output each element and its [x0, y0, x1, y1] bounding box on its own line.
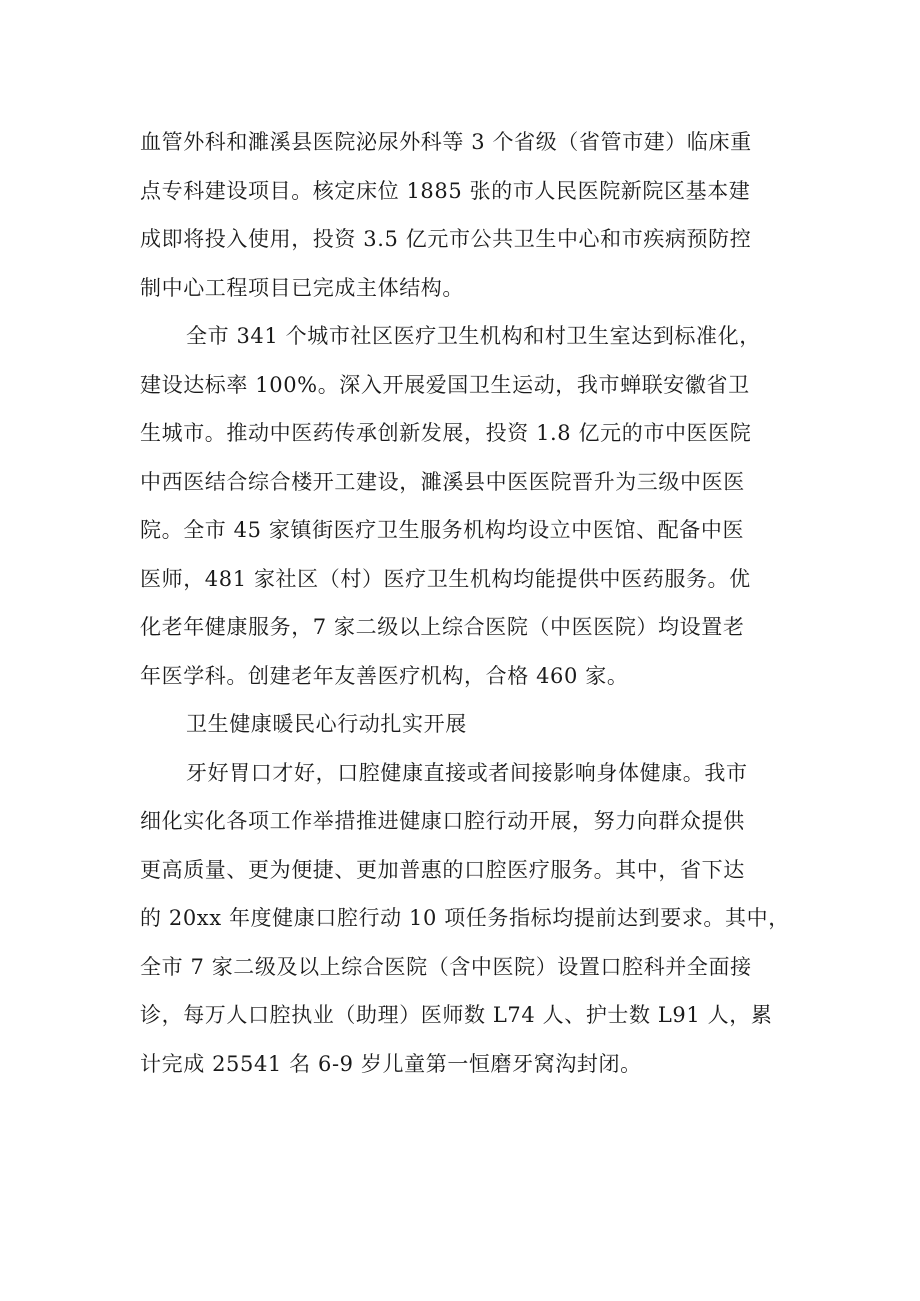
text-line: 医师，481 家社区（村）医疗卫生机构均能提供中医药服务。优: [140, 566, 751, 591]
text-line: 建设达标率 100%。深入开展爱国卫生运动，我市蝉联安徽省卫: [140, 372, 750, 397]
text-line: 牙好胃口才好，口腔健康直接或者间接影响身体健康。我市: [186, 760, 748, 785]
paragraph-hospital-projects: [140, 118, 790, 312]
text-line: 成即将投入使用，投资 3.5 亿元市公共卫生中心和市疾病预防控: [140, 227, 752, 251]
heading-line: 卫生健康暖民心行动扎实开展: [186, 712, 467, 736]
text-line: 化老年健康服务，7 家二级以上综合医院（中医医院）均设置老: [140, 615, 745, 639]
paragraph-oral-health: [140, 749, 790, 1089]
text-line: 诊，每万人口腔执业（助理）医师数 L74 人、护士数 L91 人，累: [140, 1003, 773, 1027]
text-line: 院。全市 45 家镇街医疗卫生服务机构均设立中医馆、配备中医: [140, 518, 745, 542]
section-heading: [140, 700, 790, 749]
text-line: 全市 341 个城市社区医疗卫生机构和村卫生室达到标准化，: [186, 324, 761, 348]
text-line: 更高质量、更为便捷、更加普惠的口腔医疗服务。其中，省下达: [140, 857, 745, 882]
paragraph-community-health: [140, 312, 790, 700]
text-line: 细化实化各项工作举措推进健康口腔行动开展，努力向群众提供: [140, 809, 745, 833]
text-line: 年医学科。创建老年友善医疗机构，合格 460 家。: [140, 663, 629, 688]
document-body: [140, 118, 790, 1088]
text-line: 生城市。推动中医药传承创新发展，投资 1.8 亿元的市中医医院: [140, 421, 752, 445]
text-line: 制中心工程项目已完成主体结构。: [140, 275, 464, 300]
text-line: 的 20xx 年度健康口腔行动 10 项任务指标均提前达到要求。其中，: [140, 906, 790, 930]
text-line: 中西医结合综合楼开工建设，濉溪县中医医院晋升为三级中医医: [140, 469, 745, 494]
text-line: 血管外科和濉溪县医院泌尿外科等 3 个省级（省管市建）临床重: [140, 130, 752, 154]
text-line: 全市 7 家二级及以上综合医院（含中医院）设置口腔科并全面接: [140, 954, 752, 979]
text-line: 点专科建设项目。核定床位 1885 张的市人民医院新院区基本建: [140, 178, 751, 203]
text-line: 计完成 25541 名 6-9 岁儿童第一恒磨牙窝沟封闭。: [140, 1051, 642, 1076]
